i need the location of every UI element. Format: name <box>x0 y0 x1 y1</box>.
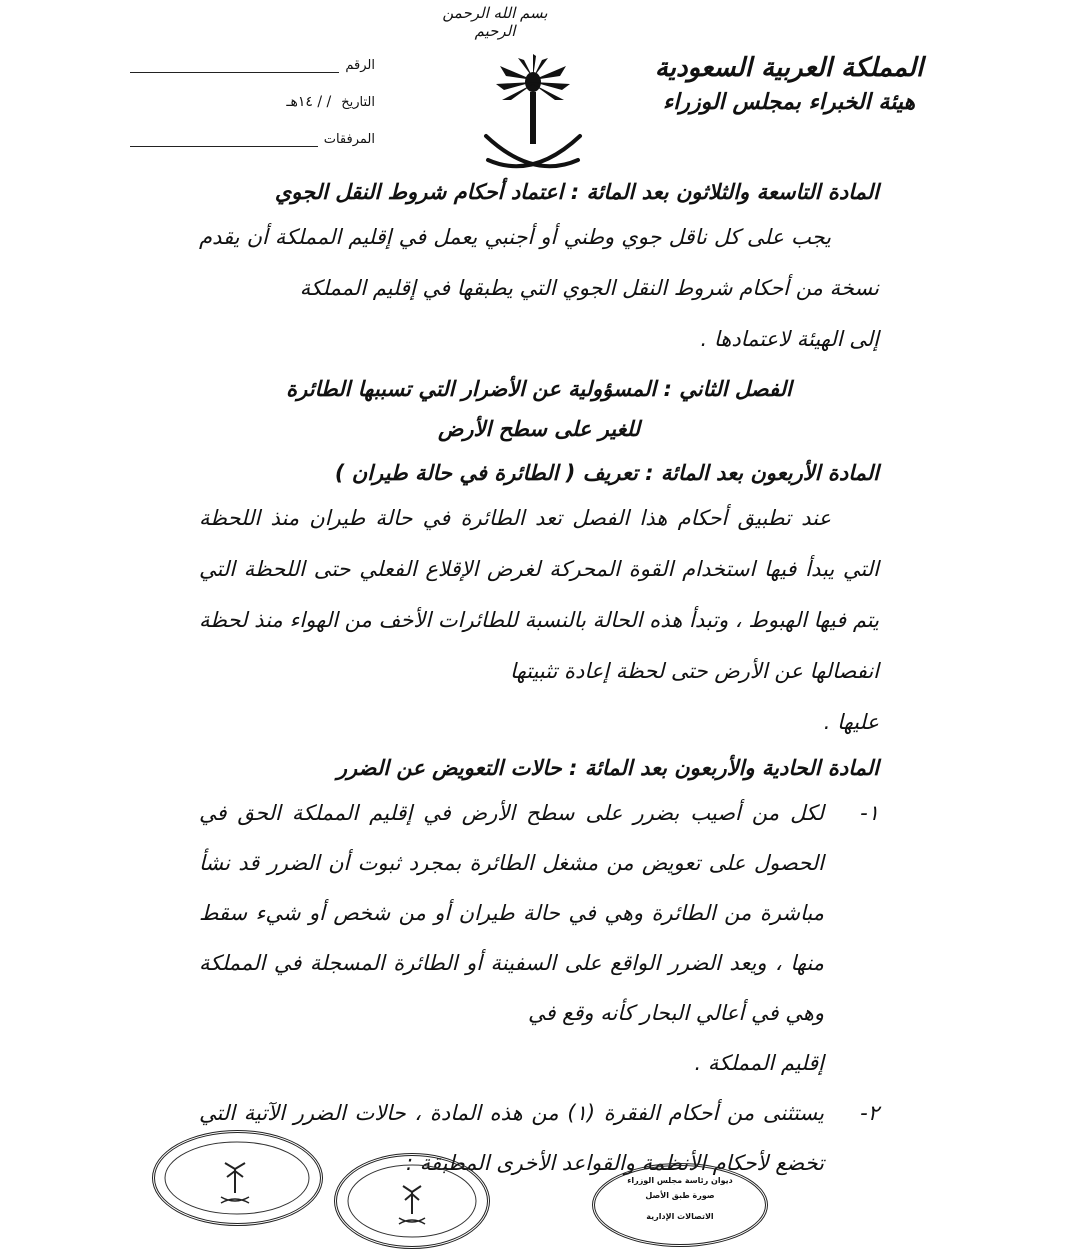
date-field <box>130 94 375 110</box>
secretariat-stamp <box>334 1153 490 1249</box>
date-value: / / ١٤هـ <box>286 94 332 110</box>
stamp-line-2: صورة طبق الأصل <box>645 1191 715 1200</box>
attachments-line <box>130 134 318 147</box>
article-141-heading: المادة الحادية والأربعون بعد المائة : حالات التعويض عن الضرر <box>336 756 879 780</box>
true-copy-stamp <box>592 1163 768 1247</box>
article-139-heading: المادة التاسعة والثلاثون بعد المائة : اعتماد أحكام شروط النقل الجوي <box>274 180 879 204</box>
article-140-heading: المادة الأربعون بعد المائة : تعريف ( الطائرة في حالة طيران ) <box>334 461 879 485</box>
stamp-line-3: الاتصالات الإدارية <box>646 1212 714 1221</box>
number-label: الرقم <box>345 58 375 73</box>
basmala: بسم الله الرحمن الرحيم <box>442 4 548 40</box>
article-140-text: عند تطبيق أحكام هذا الفصل تعد الطائرة في حالة طيران منذ اللحظة التي يبدأ فيها استخدام القوة المحركة لغرض الإقلاع الفعلي حتى اللحظة التي يتم فيها الهبوط ، وتبدأ هذه الحالة بالنسبة للطائرات الأخف من الهواء منذ لحظة انفصالها عن الأرض حتى لحظة إعادة تثبيتها <box>199 506 879 683</box>
attachments-field <box>130 132 375 147</box>
item-number: ١- <box>860 801 879 825</box>
article-139-text: يجب على كل ناقل جوي وطني أو أجنبي يعمل في إقليم المملكة أن يقدم نسخة من أحكام شروط النقل الجوي التي يطبقها في إقليم المملكة <box>199 225 879 300</box>
attachments-label: المرفقات <box>323 132 375 147</box>
number-field <box>130 58 375 73</box>
chapter-2-title: الفصل الثاني : المسؤولية عن الأضرار التي تسببها الطائرة <box>286 377 792 401</box>
chapter-2-subtitle: للغير على سطح الأرض <box>437 417 641 441</box>
article-140-tail: عليها . <box>823 710 879 734</box>
item-text: لكل من أصيب بضرر على سطح الأرض في إقليم المملكة الحق في الحصول على تعويض من مشغل الطائرة بمجرد ثبوت أن الضرر قد نشأ مباشرة من الطائرة وهي في حالة طيران أو من شخص أو شيء سقط منها ، ويعد الضرر الواقع على السفينة أو الطائرة المسجلة في المملكة وهي في أعالي البحار كأنه وقع في <box>199 801 824 1025</box>
item-tail: إقليم المملكة . <box>694 1051 824 1075</box>
agency-name: هيئة الخبراء بمجلس الوزراء <box>662 89 916 115</box>
agency-stamp <box>152 1130 323 1226</box>
stamp-line-1: ديوان رئاسة مجلس الوزراء <box>627 1176 733 1185</box>
document-body <box>199 172 879 1188</box>
article-139-tail: إلى الهيئة لاعتمادها . <box>700 327 879 351</box>
palm-swords-emblem-icon <box>478 52 588 182</box>
item-text: يستثنى من أحكام الفقرة (١) من هذه المادة ، حالات الضرر الآتية التي تخضع لأحكام الأنظمة والقواعد الأخرى المطبقة : <box>199 1101 824 1175</box>
letterhead-title <box>644 50 934 118</box>
list-item <box>199 788 879 1088</box>
item-number: ٢- <box>860 1101 879 1125</box>
number-line <box>130 60 339 73</box>
date-label: التاريخ <box>341 95 375 110</box>
kingdom-name: المملكة العربية السعودية <box>654 53 924 83</box>
